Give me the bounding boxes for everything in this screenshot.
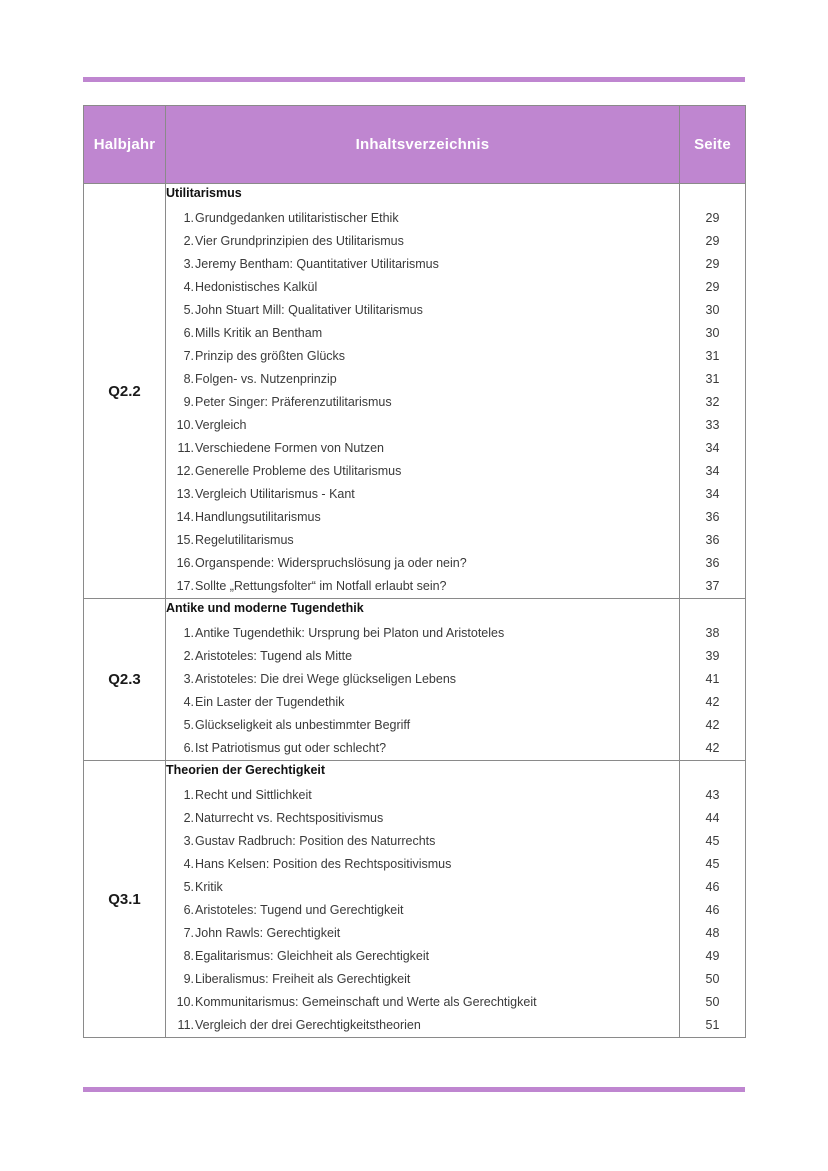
- item-title: Naturrecht vs. Rechtspositivismus: [195, 811, 384, 825]
- list-item: [166, 391, 679, 414]
- item-page-number: 33: [705, 418, 720, 432]
- list-item: [166, 575, 679, 598]
- item-title: Grundgedanken utilitaristischer Ethik: [195, 211, 399, 225]
- bottom-divider: [83, 1087, 745, 1092]
- list-item: [166, 853, 679, 876]
- list-item: [166, 506, 679, 529]
- item-number: 5.: [183, 718, 194, 732]
- item-page-number: 45: [705, 857, 720, 871]
- item-number: 15.: [176, 533, 194, 547]
- item-number: 1.: [183, 788, 194, 802]
- page-spacer: [680, 761, 745, 779]
- item-page-number: 34: [705, 441, 720, 455]
- item-title: Recht und Sittlichkeit: [195, 788, 312, 802]
- item-number: 10.: [176, 995, 194, 1009]
- item-title: Jeremy Bentham: Quantitativer Utilitarismus: [195, 257, 439, 271]
- item-page-number: 46: [705, 903, 720, 917]
- list-item: [166, 552, 679, 575]
- list-item: [166, 784, 679, 807]
- item-page-number: 49: [705, 949, 720, 963]
- item-number: 1.: [183, 626, 194, 640]
- item-number: 3.: [183, 672, 194, 686]
- item-number: 4.: [183, 695, 194, 709]
- item-page-number: 48: [705, 926, 720, 940]
- item-number: 9.: [183, 972, 194, 986]
- list-item: [166, 368, 679, 391]
- table-header-row: [84, 106, 746, 184]
- item-title: Prinzip des größten Glücks: [195, 349, 346, 363]
- list-item: [166, 1014, 679, 1037]
- header-semester: Halbjahr: [84, 106, 166, 184]
- item-page-number: 36: [705, 556, 720, 570]
- item-page-number: 50: [705, 972, 720, 986]
- item-page-number: 31: [705, 372, 720, 386]
- list-item: [166, 276, 679, 299]
- item-page-number: 42: [705, 718, 720, 732]
- item-title: Sollte „Rettungsfolter“ im Notfall erlaubt sein?: [195, 579, 447, 593]
- item-title: Vergleich: [195, 418, 247, 432]
- item-number: 11.: [177, 1018, 194, 1032]
- item-number: 6.: [183, 903, 194, 917]
- item-title: Aristoteles: Tugend als Mitte: [195, 649, 353, 663]
- item-number: 10.: [176, 418, 194, 432]
- item-title: Handlungsutilitarismus: [195, 510, 321, 524]
- item-title: Regelutilitarismus: [195, 533, 294, 547]
- item-number: 2.: [183, 811, 194, 825]
- item-title: Liberalismus: Freiheit als Gerechtigkeit: [195, 972, 411, 986]
- list-item: [166, 345, 679, 368]
- item-number: 2.: [183, 649, 194, 663]
- item-title: John Rawls: Gerechtigkeit: [195, 926, 341, 940]
- item-page-number: 31: [705, 349, 720, 363]
- item-page-number: 50: [705, 995, 720, 1009]
- list-item: [166, 322, 679, 345]
- page-spacer: [680, 599, 745, 617]
- item-page-number: 29: [705, 280, 720, 294]
- item-number: 13.: [176, 487, 194, 501]
- item-number: 14.: [176, 510, 194, 524]
- list-item: [166, 968, 679, 991]
- item-page-number: 34: [705, 464, 720, 478]
- item-page-number: 30: [705, 326, 720, 340]
- item-page-number: 36: [705, 510, 720, 524]
- item-page-number: 32: [705, 395, 720, 409]
- item-number: 2.: [183, 234, 194, 248]
- list-item: [166, 622, 679, 645]
- item-number: 3.: [183, 834, 194, 848]
- page-spacer: [680, 184, 745, 202]
- item-number: 16.: [176, 556, 194, 570]
- section-pages: [680, 761, 746, 1038]
- list-item: [166, 645, 679, 668]
- list-item: [166, 437, 679, 460]
- item-page-number: 38: [705, 626, 720, 640]
- list-item: [166, 945, 679, 968]
- item-title: Vergleich Utilitarismus - Kant: [195, 487, 355, 501]
- item-number: 8.: [183, 949, 194, 963]
- item-page-number: 41: [705, 672, 720, 686]
- item-title: Ist Patriotismus gut oder schlecht?: [195, 741, 387, 755]
- section-row: [84, 599, 746, 761]
- semester-label: Q3.1: [84, 761, 166, 1038]
- list-item: [166, 668, 679, 691]
- item-title: Hedonistisches Kalkül: [195, 280, 318, 294]
- item-title: Aristoteles: Tugend und Gerechtigkeit: [195, 903, 404, 917]
- item-title: Aristoteles: Die drei Wege glückseligen Lebens: [195, 672, 457, 686]
- item-page-number: 42: [705, 695, 720, 709]
- item-number: 5.: [183, 303, 194, 317]
- list-item: [166, 253, 679, 276]
- list-item: [166, 991, 679, 1014]
- item-title: Vergleich der drei Gerechtigkeitstheorien: [195, 1018, 421, 1032]
- item-title: Egalitarismus: Gleichheit als Gerechtigkeit: [195, 949, 430, 963]
- item-page-number: 34: [705, 487, 720, 501]
- item-page-number: 29: [705, 257, 720, 271]
- item-title: Peter Singer: Präferenzutilitarismus: [195, 395, 392, 409]
- item-page-number: 39: [705, 649, 720, 663]
- item-title: Ein Laster der Tugendethik: [195, 695, 345, 709]
- item-title: Glückseligkeit als unbestimmter Begriff: [195, 718, 411, 732]
- item-title: Folgen- vs. Nutzenprinzip: [195, 372, 337, 386]
- list-item: [166, 876, 679, 899]
- item-page-number: 43: [705, 788, 720, 802]
- list-item: [166, 230, 679, 253]
- list-item: [166, 807, 679, 830]
- list-item: [166, 483, 679, 506]
- item-page-number: 30: [705, 303, 720, 317]
- item-title: Gustav Radbruch: Position des Naturrechts: [195, 834, 436, 848]
- item-number: 4.: [183, 280, 194, 294]
- item-number: 1.: [183, 211, 194, 225]
- item-page-number: 51: [705, 1018, 720, 1032]
- section-title: Antike und moderne Tugendethik: [166, 601, 364, 615]
- item-title: John Stuart Mill: Qualitativer Utilitarismus: [195, 303, 423, 317]
- table-body: [84, 184, 746, 1038]
- item-page-number: 46: [705, 880, 720, 894]
- section-row: [84, 761, 746, 1038]
- item-title: Organspende: Widerspruchslösung ja oder nein?: [195, 556, 467, 570]
- header-contents: Inhaltsverzeichnis: [166, 106, 680, 184]
- list-item: [166, 299, 679, 322]
- item-number: 17.: [176, 579, 194, 593]
- item-title: Verschiedene Formen von Nutzen: [195, 441, 384, 455]
- section-contents: [166, 761, 680, 1038]
- item-number: 5.: [183, 880, 194, 894]
- item-title: Kritik: [195, 880, 223, 894]
- list-item: [166, 691, 679, 714]
- item-number: 6.: [183, 326, 194, 340]
- item-page-number: 29: [705, 211, 720, 225]
- list-item: [166, 460, 679, 483]
- list-item: [166, 830, 679, 853]
- item-title: Mills Kritik an Bentham: [195, 326, 323, 340]
- list-item: [166, 922, 679, 945]
- section-title: Theorien der Gerechtigkeit: [166, 763, 326, 777]
- item-page-number: 44: [705, 811, 720, 825]
- item-title: Hans Kelsen: Position des Rechtspositivismus: [195, 857, 452, 871]
- item-number: 9.: [183, 395, 194, 409]
- section-pages: [680, 599, 746, 761]
- item-page-number: 36: [705, 533, 720, 547]
- section-contents: [166, 184, 680, 599]
- list-item: [166, 414, 679, 437]
- item-title: Vier Grundprinzipien des Utilitarismus: [195, 234, 404, 248]
- section-pages: [680, 184, 746, 599]
- list-item: [166, 737, 679, 760]
- list-item: [166, 529, 679, 552]
- item-page-number: 37: [705, 579, 720, 593]
- item-number: 11.: [177, 441, 194, 455]
- item-page-number: 42: [705, 741, 720, 755]
- section-contents: [166, 599, 680, 761]
- header-page: Seite: [680, 106, 746, 184]
- item-number: 6.: [183, 741, 194, 755]
- semester-label: Q2.2: [84, 184, 166, 599]
- top-divider: [83, 77, 745, 82]
- semester-label: Q2.3: [84, 599, 166, 761]
- list-item: [166, 714, 679, 737]
- list-item: [166, 207, 679, 230]
- item-page-number: 45: [705, 834, 720, 848]
- section-title: Utilitarismus: [166, 186, 242, 200]
- list-item: [166, 899, 679, 922]
- item-number: 12.: [176, 464, 194, 478]
- item-number: 3.: [183, 257, 194, 271]
- table-of-contents: [83, 105, 746, 1038]
- section-row: [84, 184, 746, 599]
- item-number: 7.: [183, 926, 194, 940]
- item-number: 7.: [183, 349, 194, 363]
- item-page-number: 29: [705, 234, 720, 248]
- item-number: 4.: [183, 857, 194, 871]
- item-number: 8.: [183, 372, 194, 386]
- item-title: Kommunitarismus: Gemeinschaft und Werte als Gerechtigkeit: [195, 995, 537, 1009]
- item-title: Generelle Probleme des Utilitarismus: [195, 464, 402, 478]
- item-title: Antike Tugendethik: Ursprung bei Platon und Aristoteles: [195, 626, 505, 640]
